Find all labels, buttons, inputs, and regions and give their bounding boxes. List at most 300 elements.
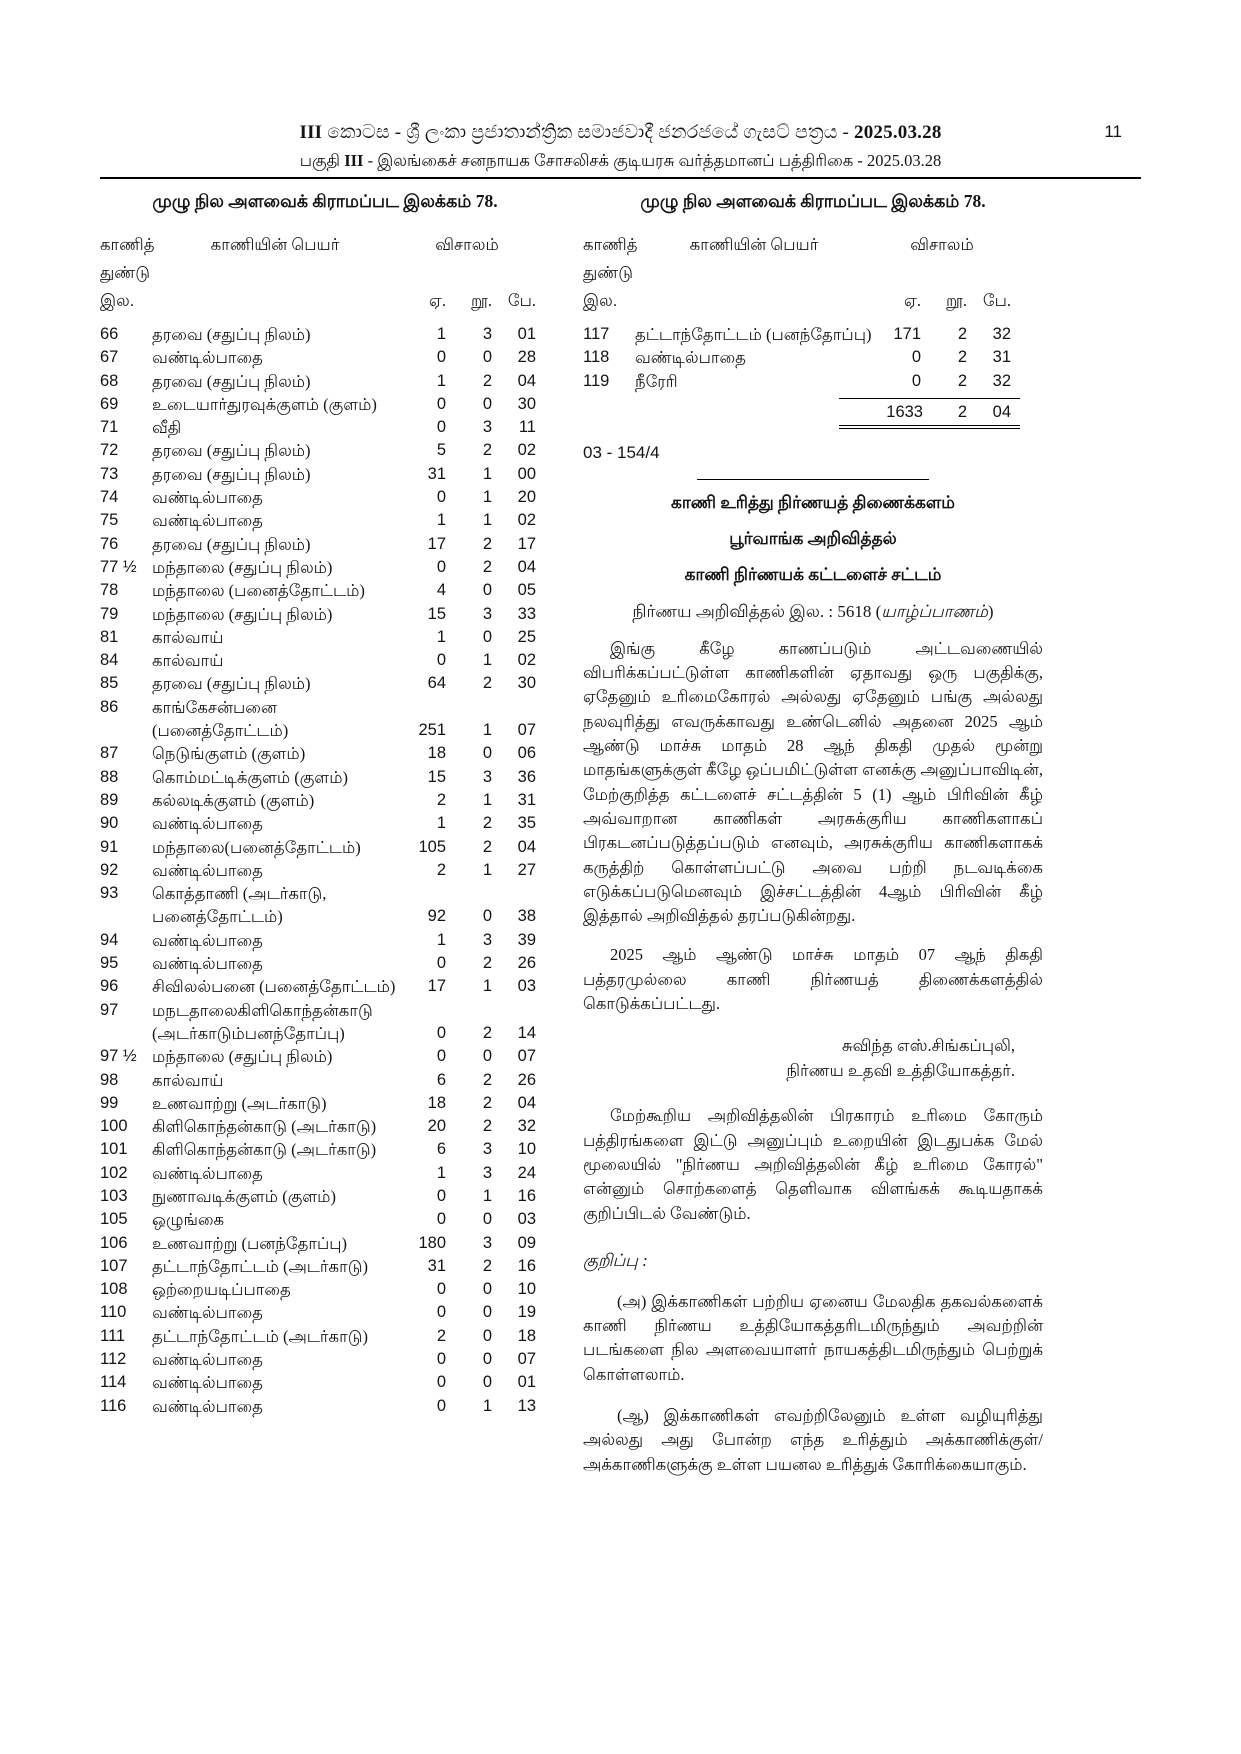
parcel-name: மந்தாலை (சதுப்பு நிலம்) (152, 557, 333, 577)
extent-perches: 16 (517, 1256, 536, 1275)
parcel-name: உணவாற்று (பனந்தோப்பு) (152, 1233, 348, 1253)
parcel-name: தரவை (சதுப்பு நிலம்) (152, 325, 311, 344)
extent-roods: 3 (482, 1140, 492, 1159)
parcel-no: 87 (100, 744, 119, 763)
extent-acres: 1 (436, 814, 446, 833)
table-row (100, 789, 550, 812)
extent-roods: 0 (482, 581, 492, 600)
extent-roods: 2 (482, 1070, 492, 1089)
extent-roods: 0 (482, 744, 492, 763)
extent-roods: 2 (482, 557, 492, 576)
extent-roods: 2 (482, 1093, 492, 1112)
extent-perches: 14 (517, 1023, 536, 1042)
extent-roods: 2 (482, 534, 492, 553)
parcel-no: 92 (100, 860, 119, 879)
parcel-name: கொத்தாணி (அடர்காடு, (152, 884, 327, 904)
extent-roods: 2 (482, 441, 492, 460)
note-label: குறிப்பு : (583, 1250, 648, 1270)
extent-roods: 0 (482, 1210, 492, 1229)
extent-acres: 180 (418, 1233, 446, 1252)
extent-roods: 1 (482, 511, 492, 530)
extent-perches: 36 (517, 767, 536, 786)
left-column-title: முழு நில அளவைக் கிராமப்பட இலக்கம் 78. (152, 191, 498, 211)
extent-perches: 07 (517, 1047, 536, 1066)
extent-roods: 1 (482, 488, 492, 507)
parcel-no: 74 (100, 488, 119, 507)
header-roods: றூ. (470, 291, 492, 310)
table-row (583, 370, 1043, 393)
parcel-no: 118 (583, 348, 610, 367)
extent-perches: 13 (517, 1396, 536, 1415)
parcel-name: சிவிலல்பனை (பனைத்தோட்டம்) (152, 977, 396, 997)
extent-roods: 0 (482, 1047, 492, 1066)
table-row (100, 649, 550, 672)
table-row (100, 859, 550, 882)
header-parcel-2: துண்டு (100, 264, 151, 282)
table-row (100, 1162, 550, 1185)
parcel-name: வீதி (152, 418, 182, 438)
extent-acres: 15 (427, 604, 446, 623)
parcel-name: வண்டில்பாதை (152, 1303, 263, 1323)
header-rule (100, 177, 1141, 179)
table-row (100, 1371, 550, 1394)
header-acres: ஏ. (904, 291, 921, 310)
parcel-no: 81 (100, 627, 119, 646)
parcel-no: 85 (100, 674, 119, 693)
table-row (583, 346, 1043, 369)
extent-acres: 0 (911, 348, 921, 367)
parcel-no: 76 (100, 534, 119, 553)
extent-acres: 171 (893, 325, 921, 343)
extent-perches (492, 696, 536, 719)
right-column (583, 323, 1043, 1477)
parcel-name: நெடுங்குளம் (குளம்) (152, 744, 306, 764)
extent-acres: 0 (436, 394, 446, 413)
extent-acres: 18 (427, 1093, 446, 1112)
extent-roods: 2 (482, 674, 492, 693)
table-row (100, 1208, 550, 1231)
parcel-no: 119 (583, 371, 610, 390)
extent-acres: 0 (436, 1047, 446, 1066)
table-row (100, 533, 550, 556)
signatory-title: நிர்ணய உதவி உத்தியோகத்தர். (786, 1061, 1015, 1081)
parcel-name: கல்லடிக்குளம் (குளம்) (152, 790, 315, 810)
table-row (100, 463, 550, 486)
extent-perches: 30 (517, 674, 536, 693)
header-line-sinhala: III කොටස - ශ්‍රී ලංකා ප්‍රජාතාන්ත්‍රික සමාජවාදී ජනරජයේ ගැසට් පත්‍රය - 2025.03.28 (299, 122, 942, 143)
parcel-name: கால்வாய் (152, 627, 224, 647)
parcel-no: 77 ½ (100, 557, 137, 576)
extent-acres: 1 (436, 627, 446, 646)
parcel-name: மந்தாலை (சதுப்பு நிலம்) (152, 1047, 333, 1067)
extent-acres: 15 (427, 767, 446, 786)
extent-acres: 0 (911, 371, 921, 390)
extent-acres: 105 (418, 837, 446, 856)
parcel-no: 97 ½ (100, 1047, 137, 1066)
parcel-no: 114 (100, 1373, 127, 1392)
parcel-no: 91 (100, 837, 119, 856)
parcel-name: வண்டில்பாதை (152, 348, 263, 368)
extent-acres: 4 (436, 581, 446, 600)
right-table-header (583, 231, 1043, 315)
extent-roods: 0 (482, 394, 492, 413)
parcel-name: நீரேரி (635, 371, 678, 391)
header-parcel-2: துண்டு (583, 264, 634, 282)
extent-perches: 35 (517, 814, 536, 833)
header-parcel-3: இல. (583, 292, 618, 310)
extent-roods: 1 (482, 1396, 492, 1415)
extent-acres: 1 (436, 371, 446, 390)
extent-roods: 2 (482, 1256, 492, 1275)
parcel-name: வண்டில்பாதை (152, 1350, 263, 1370)
table-row (100, 1232, 550, 1255)
parcel-no: 112 (100, 1350, 127, 1369)
parcel-no: 90 (100, 814, 119, 833)
extent-acres: 64 (427, 674, 446, 693)
parcel-name: உடையார்துரவுக்குளம் (குளம்) (152, 394, 377, 414)
extent-roods: 2 (482, 814, 492, 833)
total-roods: 2 (957, 402, 967, 421)
parcel-no: 111 (100, 1326, 126, 1345)
parcel-no: 98 (100, 1070, 119, 1089)
header-perches: பே. (507, 291, 536, 310)
parcel-no: 78 (100, 581, 119, 600)
extent-roods: 1 (482, 1186, 492, 1205)
extent-acres: 17 (427, 977, 446, 996)
extent-acres: 0 (436, 1280, 446, 1299)
parcel-no: 116 (100, 1396, 127, 1415)
parcel-no: 103 (100, 1186, 128, 1205)
parcel-name: காங்கேசன்பனை (152, 697, 277, 717)
extent-perches: 27 (517, 860, 536, 879)
extent-acres: 0 (436, 1186, 446, 1205)
table-row (100, 1069, 550, 1092)
extent-perches: 02 (517, 511, 536, 530)
parcel-no: 106 (100, 1233, 128, 1252)
extent-acres: 5 (436, 441, 446, 460)
extent-acres: 0 (436, 1373, 446, 1392)
extent-acres: 0 (436, 488, 446, 507)
parcel-name: நுணாவடிக்குளம் (குளம்) (152, 1186, 336, 1206)
page-number: 11 (1104, 122, 1122, 141)
extent-roods: 0 (482, 1350, 492, 1369)
parcel-no: 107 (100, 1256, 128, 1275)
table-row (100, 603, 550, 626)
notice-paragraph-1: இங்கு கீழே காணப்படும் அட்டவணையில் விபரிக்கப்பட்டுள்ள காணிகளின் ஏதாவது ஒரு பகுதிக்கு, ஏதேனும் உரிமைகோரல் அல்லது ஏதேனும் பங்கு அல்லது நலவுரித்து எவருக்காவது உண்டெனில் அதனை 2025 ஆம் ஆண்டு மாச்சு மாதம் 28 ஆந் திகதி முதல் மூன்று மாதங்களுக்குள் கீழே ஒப்பமிட்டுள்ள எனக்கு அனுப்பாவிடின், மேற்குறித்த கட்டளைச் சட்டத்தின் 5 (1) ஆம் பிரிவின் கீழ் அவ்வாறான காணிகள் அரசுக்குரிய காணிகளாகப் பிரகடனப்படுத்தப்படும் எனவும், அரசுக்குரிய காணிகளாகக் கருத்திற் கொள்ளப்பட்டு அவை பற்றி நடவடிக்கை எடுக்கப்படுமெனவும் இச்சட்டத்தின் 4ஆம் பிரிவின் கீழ் இத்தால் அறிவித்தல் தரப்படுகின்றது. (583, 638, 1043, 926)
table-row (100, 1185, 550, 1208)
extent-acres: 0 (436, 1396, 446, 1415)
table-total-row (583, 398, 1043, 429)
extent-acres: 31 (427, 1256, 446, 1275)
extent-roods: 2 (482, 1023, 492, 1042)
extent-roods (446, 999, 492, 1022)
extent-acres: 0 (436, 418, 446, 437)
parcel-no: 84 (100, 651, 119, 670)
parcel-name: கால்வாய் (152, 651, 224, 671)
preliminary-notice-heading: பூர்வாங்க அறிவித்தல் (729, 528, 897, 548)
extent-perches: 03 (517, 977, 536, 996)
extent-perches: 32 (992, 371, 1011, 390)
parcel-no: 73 (100, 464, 119, 483)
extent-acres: 0 (436, 1210, 446, 1229)
table-row (100, 905, 550, 928)
extent-acres: 31 (427, 464, 446, 483)
extent-roods: 2 (957, 371, 967, 390)
section-divider (697, 479, 929, 480)
table-row (100, 346, 550, 369)
table-row (100, 742, 550, 765)
right-land-table (583, 323, 1043, 393)
parcel-no: 71 (100, 418, 119, 437)
parcel-no: 66 (100, 325, 119, 343)
extent-perches: 02 (517, 441, 536, 460)
extent-acres: 0 (436, 954, 446, 973)
table-row (100, 416, 550, 439)
extent-perches: 09 (517, 1233, 536, 1252)
extent-perches: 03 (517, 1210, 536, 1229)
parcel-name: வண்டில்பாதை (152, 511, 263, 531)
header-perches: பே. (982, 291, 1011, 310)
extent-perches: 02 (517, 651, 536, 670)
left-table-header (100, 231, 550, 315)
extent-roods: 1 (482, 977, 492, 996)
header-parcel-3: இல. (100, 292, 135, 310)
table-row (100, 766, 550, 789)
extent-perches: 31 (517, 790, 536, 809)
extent-perches: 31 (992, 348, 1011, 367)
extent-perches: 38 (517, 907, 536, 926)
parcel-no: 86 (100, 697, 119, 716)
table-row (100, 370, 550, 393)
total-perches: 04 (992, 402, 1011, 421)
table-row (100, 509, 550, 532)
parcel-no: 108 (100, 1280, 128, 1299)
extent-acres: 0 (436, 651, 446, 670)
parcel-name: மநடதாலைகிளிகொந்தன்காடு (152, 1000, 373, 1020)
extent-acres: 92 (427, 907, 446, 926)
parcel-no: 105 (100, 1210, 128, 1229)
extent-roods: 3 (482, 930, 492, 949)
parcel-name: தரவை (சதுப்பு நிலம்) (152, 441, 311, 461)
parcel-name: தரவை (சதுப்பு நிலம்) (152, 464, 311, 484)
extent-acres: 20 (427, 1117, 446, 1136)
extent-roods: 0 (482, 348, 492, 367)
table-row (100, 626, 550, 649)
parcel-name: கிளிகொந்தன்காடு (அடர்காடு) (152, 1117, 377, 1137)
parcel-no: 102 (100, 1163, 128, 1182)
table-row (100, 1325, 550, 1348)
extent-perches: 04 (517, 837, 536, 856)
extent-perches: 24 (517, 1163, 536, 1182)
extent-acres: 18 (427, 744, 446, 763)
extent-roods: 2 (482, 371, 492, 390)
header-land-name: காணியின் பெயர் (210, 235, 340, 254)
extent-perches: 07 (517, 721, 536, 740)
parcel-name: தட்டாந்தோட்டம் (அடர்காடு) (152, 1256, 368, 1276)
extent-roods: 1 (482, 464, 492, 483)
parcel-name: தரவை (சதுப்பு நிலம்) (152, 534, 311, 554)
extent-acres: 0 (436, 348, 446, 367)
extent-acres: 2 (436, 860, 446, 879)
extent-roods: 0 (482, 1326, 492, 1345)
parcel-name: வண்டில்பாதை (635, 348, 746, 368)
extent-roods: 1 (482, 651, 492, 670)
extent-perches: 10 (517, 1280, 536, 1299)
table-row (100, 952, 550, 975)
parcel-name: வண்டில்பாதை (152, 954, 263, 974)
extent-perches: 00 (517, 464, 536, 483)
extent-perches: 18 (517, 1326, 536, 1345)
parcel-name: வண்டில்பாதை (152, 1163, 263, 1183)
table-row (100, 1115, 550, 1138)
parcel-no: 67 (100, 348, 119, 367)
parcel-no: 79 (100, 604, 119, 623)
parcel-name: வண்டில்பாதை (152, 860, 263, 880)
parcel-name: பனைத்தோட்டம்) (152, 907, 283, 927)
table-row (100, 1255, 550, 1278)
note-a: (அ) இக்காணிகள் பற்றிய ஏனைய மேலதிக தகவல்களைக் காணி நிர்ணய உத்தியோகத்தரிடமிருந்தும் அவற்றின் படங்களை நில அளவையாளர் நாயகத்திடமிருந்தும் பெற்றுக் கொள்ளலாம். (583, 1291, 1043, 1384)
parcel-no: 100 (100, 1117, 128, 1136)
signature-block (583, 1033, 1043, 1083)
parcel-name: வண்டில்பாதை (152, 488, 263, 508)
extent-perches: 39 (517, 930, 536, 949)
parcel-no (100, 1022, 152, 1045)
header-parcel-1: காணித் (100, 236, 155, 254)
extent-perches: 04 (517, 371, 536, 390)
note-b: (ஆ) இக்காணிகள் எவற்றிலேனும் உள்ள வழியுரித்து அல்லது அது போன்ற எந்த உரித்தும் அக்காணிக்குள்/ அக்காணிகளுக்கு உள்ள பயனல உரித்துக் கோரிக்கையாகும். (583, 1406, 1043, 1474)
parcel-no: 88 (100, 767, 119, 786)
extent-perches: 30 (517, 394, 536, 413)
extent-perches: 28 (517, 348, 536, 367)
extent-perches (492, 999, 536, 1022)
table-row (100, 1395, 550, 1418)
extent-roods: 0 (482, 907, 492, 926)
parcel-name: வண்டில்பாதை (152, 930, 263, 950)
extent-perches: 05 (517, 581, 536, 600)
header-line-tamil: பகுதி III - இலங்கைச் சனநாயக சோசலிசக் குடியரசு வர்த்தமானப் பத்திரிகை - 2025.03.28 (299, 151, 942, 170)
parcel-name: மந்தாலை(பனைத்தோட்டம்) (152, 837, 361, 857)
right-column-title: முழு நில அளவைக் கிராமப்பட இலக்கம் 78. (640, 191, 986, 211)
extent-roods: 0 (482, 1373, 492, 1392)
extent-acres: 1 (436, 325, 446, 343)
table-row (100, 486, 550, 509)
extent-acres (398, 999, 446, 1022)
parcel-no: 72 (100, 441, 119, 460)
parcel-no: 99 (100, 1093, 119, 1112)
extent-perches: 19 (517, 1303, 536, 1322)
parcel-name: தரவை (சதுப்பு நிலம்) (152, 371, 311, 391)
table-row (100, 719, 550, 742)
department-heading: காணி உரித்து நிர்ணயத் திணைக்களம் (671, 492, 955, 512)
parcel-name: உணவாற்று (அடர்காடு) (152, 1093, 327, 1113)
parcel-name: தட்டாந்தோட்டம் (அடர்காடு) (152, 1326, 368, 1346)
extent-roods: 1 (482, 860, 492, 879)
extent-perches: 06 (517, 744, 536, 763)
extent-roods: 3 (482, 1233, 492, 1252)
extent-acres: 1 (436, 1163, 446, 1182)
extent-perches: 33 (517, 604, 536, 623)
parcel-name: மந்தாலை (பனைத்தோட்டம்) (152, 581, 365, 601)
extent-roods: 2 (957, 325, 967, 343)
gazette-date: 2025.03.28 (854, 122, 942, 143)
table-row (100, 439, 550, 462)
table-row (100, 1092, 550, 1115)
extent-roods: 3 (482, 418, 492, 437)
total-acres: 1633 (886, 402, 923, 421)
table-row (100, 556, 550, 579)
signatory-name: சுவிந்த எஸ்.சிங்கப்புலி, (841, 1036, 1015, 1056)
parcel-name: தட்டாந்தோட்டம் (பனந்தோப்பு) (635, 325, 872, 344)
extent-roods: 2 (957, 348, 967, 367)
header-extent: விசாலம் (435, 235, 499, 254)
parcel-name: வண்டில்பாதை (152, 1396, 263, 1416)
notice-paragraph-3: மேற்கூறிய அறிவித்தலின் பிரகாரம் உரிமை கோரும் பத்திரங்களை இட்டு அனுப்பும் உறையின் இடதுபக்க மேல் மூலையில் "நிர்ணய அறிவித்தலின் கீழ் உரிமை கோரல்" என்னும் சொற்களைத் தெளிவாக விளங்கக் கூடியதாகக் குறிப்பிடல் வேண்டும். (583, 1106, 1043, 1223)
extent-perches: 20 (517, 488, 536, 507)
extent-acres: 6 (436, 1140, 446, 1159)
parcel-name: (பனைத்தோட்டம்) (152, 721, 289, 741)
table-row (100, 579, 550, 602)
table-row (100, 882, 550, 905)
extent-roods: 2 (482, 1117, 492, 1136)
reference-number: 03 - 154/4 (583, 442, 660, 462)
extent-perches: 11 (518, 418, 536, 437)
extent-acres: 2 (436, 790, 446, 809)
district-name: யாழ்ப்பாணம் (881, 601, 988, 621)
parcel-name: ஒற்றையடிப்பாதை (152, 1280, 291, 1300)
parcel-no: 93 (100, 884, 119, 903)
extent-roods: 1 (482, 721, 492, 740)
parcel-no: 75 (100, 511, 119, 530)
extent-perches: 16 (517, 1186, 536, 1205)
extent-perches: 01 (517, 1373, 536, 1392)
extent-perches: 26 (517, 1070, 536, 1089)
extent-perches: 04 (517, 1093, 536, 1112)
table-row (100, 1045, 550, 1068)
parcel-no: 96 (100, 977, 119, 996)
ordinance-heading: காணி நிர்ணயக் கட்டளைச் சட்டம் (684, 564, 942, 584)
extent-acres: 0 (436, 1303, 446, 1322)
extent-perches: 32 (517, 1117, 536, 1136)
parcel-no (100, 719, 152, 742)
parcel-no: 101 (100, 1140, 128, 1159)
table-row (100, 812, 550, 835)
parcel-name: கால்வாய் (152, 1070, 224, 1090)
table-row (100, 1301, 550, 1324)
parcel-name: (அடர்காடும்பனந்தோப்பு) (152, 1023, 345, 1043)
parcel-name: கிளிகொந்தன்காடு (அடர்காடு) (152, 1140, 377, 1160)
parcel-no: 69 (100, 394, 119, 413)
parcel-name: மந்தாலை (சதுப்பு நிலம்) (152, 604, 333, 624)
parcel-name: வண்டில்பாதை (152, 1373, 263, 1393)
extent-acres: 6 (436, 1070, 446, 1089)
extent-acres (398, 882, 446, 905)
table-row (100, 1278, 550, 1301)
parcel-no: 97 (100, 1000, 119, 1019)
extent-acres: 1 (436, 511, 446, 530)
extent-roods: 3 (482, 767, 492, 786)
table-row (100, 672, 550, 695)
extent-roods (446, 696, 492, 719)
extent-acres: 0 (436, 1350, 446, 1369)
table-row (100, 929, 550, 952)
table-row (100, 696, 550, 719)
extent-perches: 01 (517, 325, 536, 343)
extent-roods: 0 (482, 1280, 492, 1299)
extent-roods: 3 (482, 1163, 492, 1182)
extent-roods: 1 (482, 790, 492, 809)
extent-acres: 17 (427, 534, 446, 553)
header-parcel-1: காணித் (583, 236, 638, 254)
